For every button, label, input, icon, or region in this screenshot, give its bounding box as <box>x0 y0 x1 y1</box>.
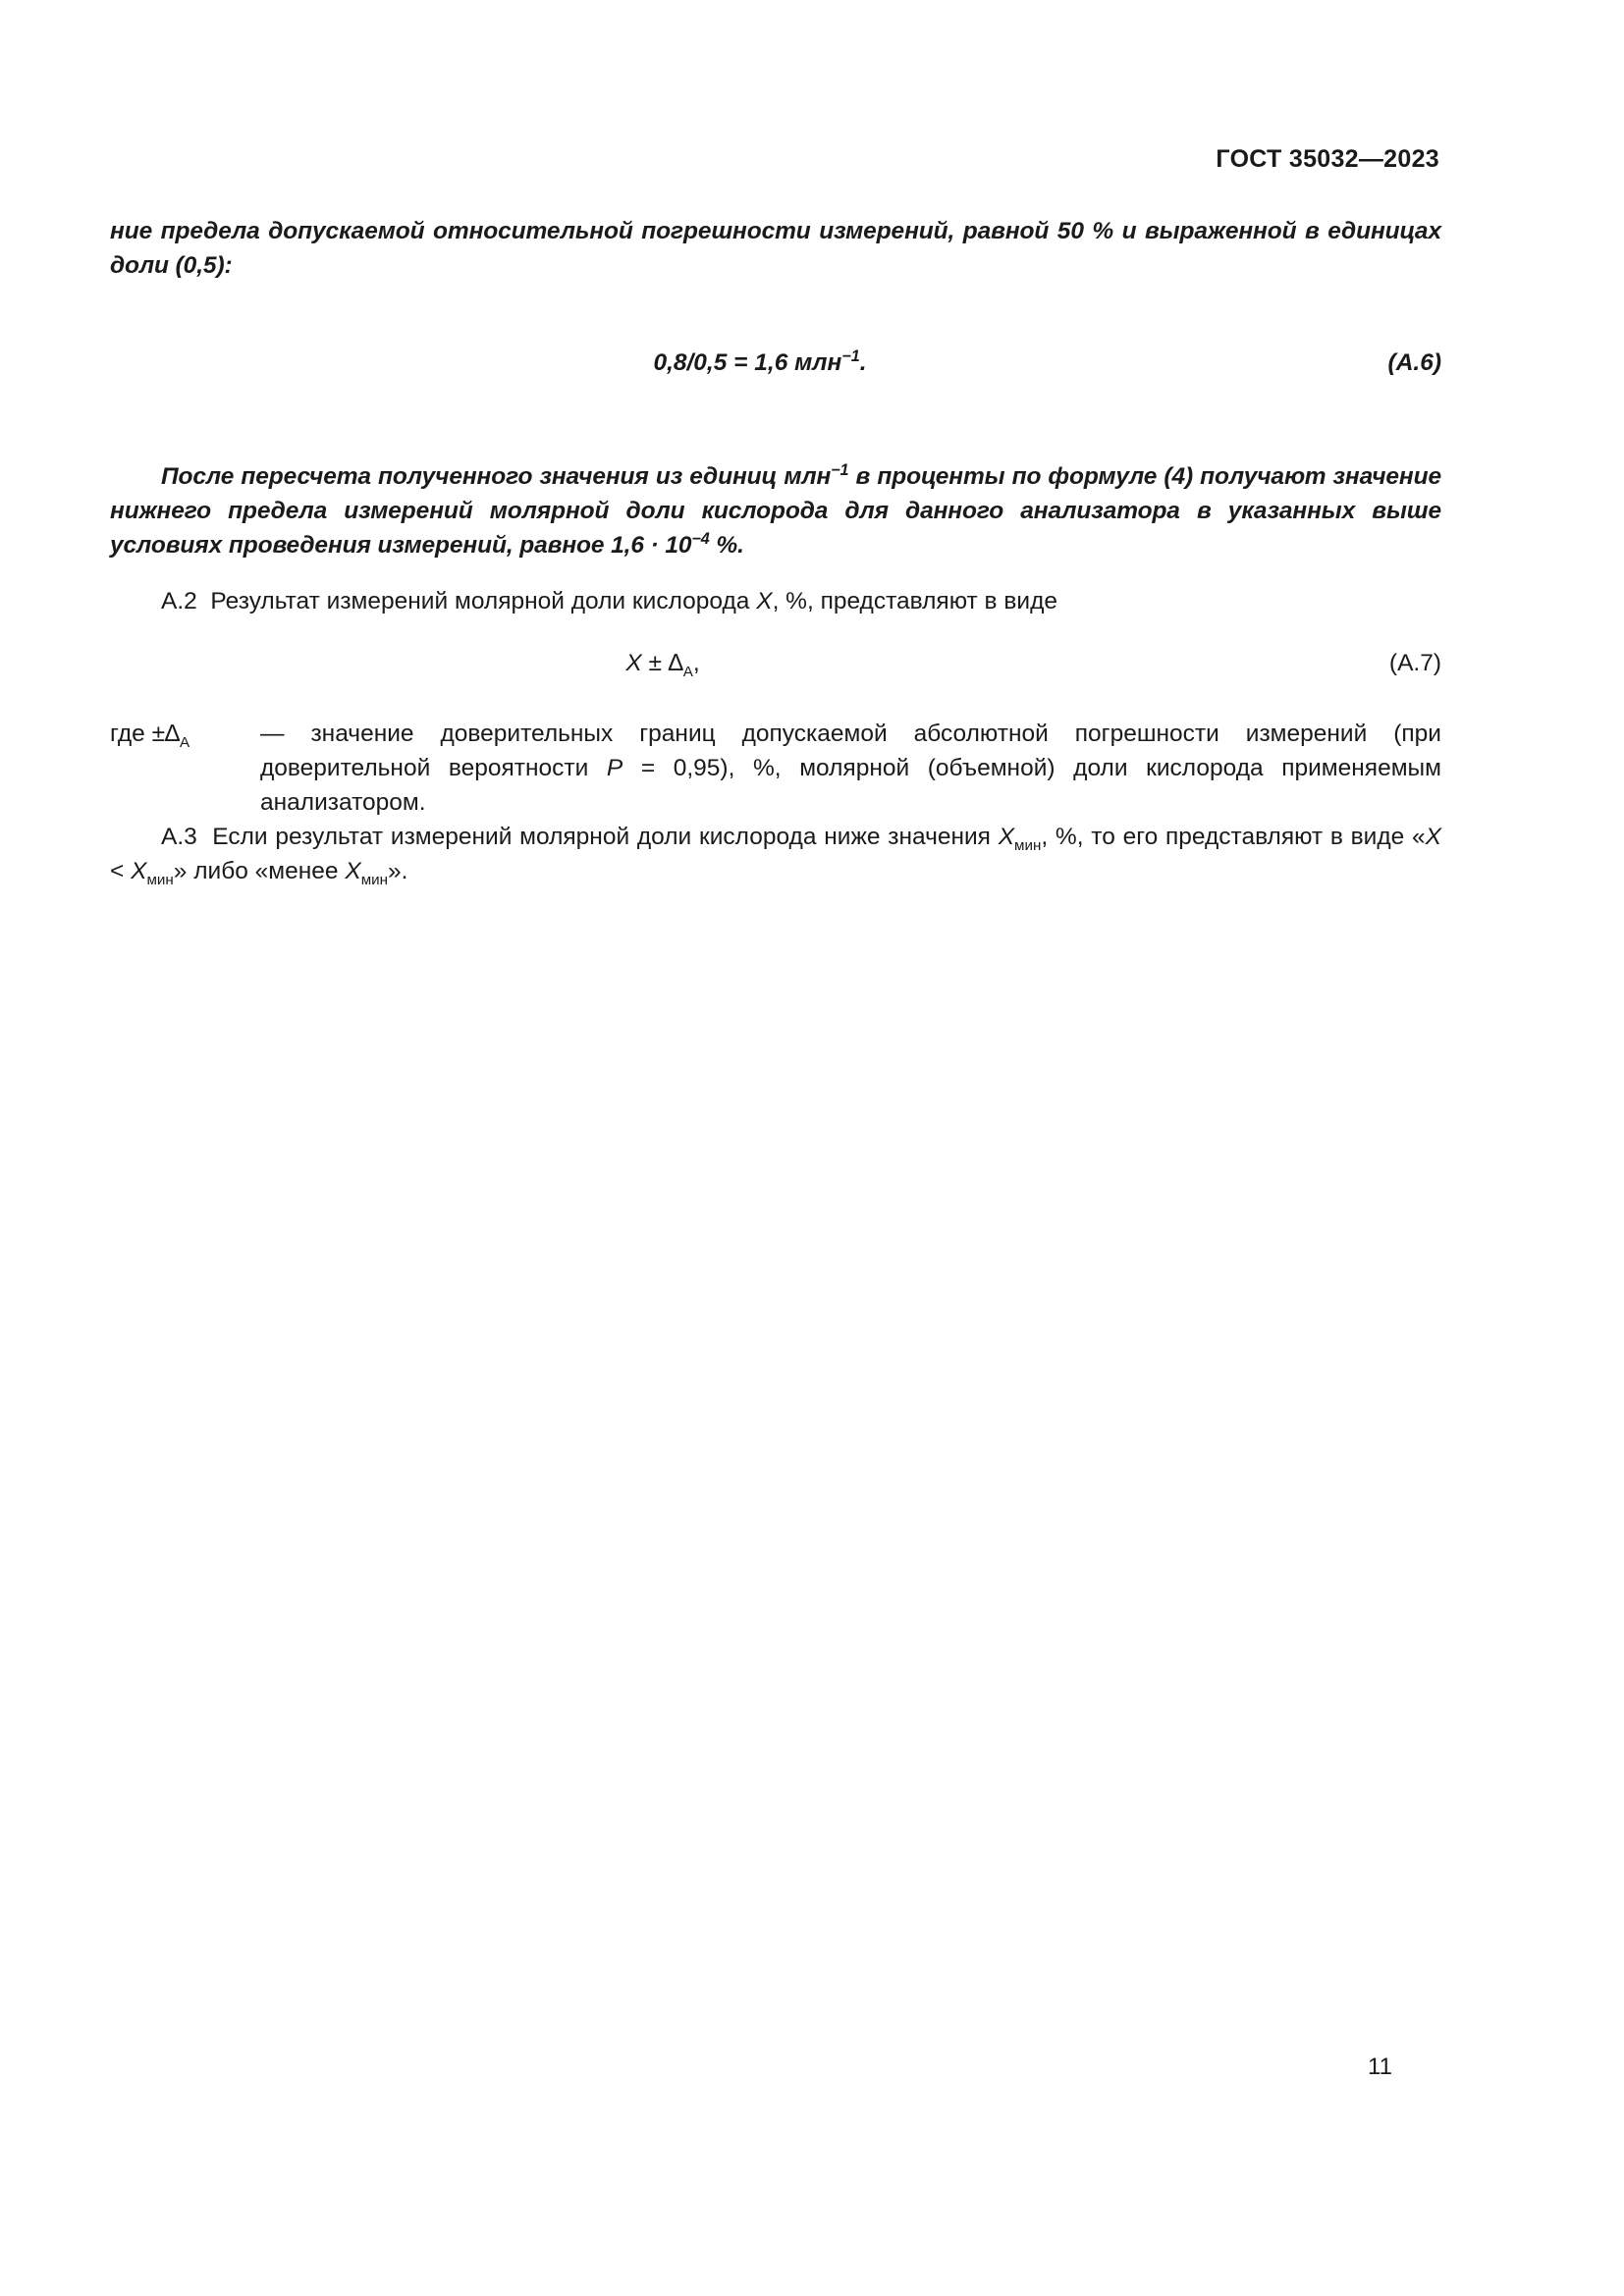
clause-a3-label: A.3 <box>161 824 197 850</box>
spacer <box>110 687 1441 717</box>
formula-a6-prefix: 0,8/0,5 = 1,6 млн <box>653 349 842 376</box>
where-term <box>110 717 189 751</box>
paragraph-recalculation-exponent-2: −4 <box>691 529 710 548</box>
clause-a2-label: A.2 <box>161 588 197 614</box>
where-term-pm: ±∆ <box>151 721 181 747</box>
clause-a3-symbol-xmin-subscript: мин <box>1014 836 1042 854</box>
clause-a3-symbol-xmin: X <box>998 824 1015 850</box>
page-content <box>110 214 1441 888</box>
clause-a3-text-part1: Если результат измерений молярной доли кислорода ниже значения <box>212 824 999 850</box>
spacer <box>110 562 1441 584</box>
formula-a7-plus-minus: ± <box>641 650 669 676</box>
clause-a3-text-part4: ». <box>388 858 408 884</box>
formula-a7-expression <box>0 650 1328 680</box>
clause-a3-symbol-xmin2: X <box>131 858 147 884</box>
formula-a7-delta-subscript: A <box>682 663 693 680</box>
spacer <box>110 387 1441 459</box>
clause-a3 <box>110 820 1441 888</box>
paragraph-recalculation-part3: %. <box>709 532 744 559</box>
clause-a3-symbol-x: X <box>1425 824 1442 850</box>
clause-a3-symbol-xmin3-subscript: мин <box>360 871 388 888</box>
formula-a7-symbol-x: X <box>625 650 642 676</box>
clause-a2-text-part1: Результат измерений молярной доли кислорода <box>210 588 757 614</box>
where-definition-part1: значение доверительных границ допускаемой абсолютной погрешности измерений (при доверительной вероятности <box>260 721 1441 781</box>
spacer <box>110 618 1441 650</box>
clause-a3-text-part2: , %, то его представляют в виде « <box>1041 824 1426 850</box>
where-lead: где <box>110 721 152 747</box>
where-definition-block <box>110 717 1441 820</box>
formula-a6-suffix: . <box>859 349 867 376</box>
where-dash: — <box>260 721 311 747</box>
clause-a3-symbol-xmin3: X <box>345 858 361 884</box>
where-term-subscript: A <box>180 733 190 751</box>
clause-a2-symbol: X <box>756 588 773 614</box>
clause-a2-text-part2: , %, представляют в виде <box>772 588 1057 614</box>
clause-a2 <box>110 584 1441 618</box>
paragraph-recalculation <box>110 459 1441 562</box>
paragraph-recalculation-part2: в проценты по формуле (4) получают значение нижнего предела измерений молярной доли кислорода для данного анализатора в указанных выше условиях проведения измерений, равное 1,6 · 10 <box>110 463 1441 559</box>
clause-a3-less-than: < <box>110 858 132 884</box>
formula-a6-exponent: −1 <box>841 347 860 365</box>
formula-a6-number: (A.6) <box>1387 349 1441 376</box>
where-definition-part2: = 0,95), %, молярной (объемной) доли кислорода применяемым анализатором. <box>260 755 1441 816</box>
paragraph-recalculation-part1: После пересчета полученного значения из единиц млн <box>161 463 832 490</box>
document-header-standard-id: ГОСТ 35032—2023 <box>1216 145 1439 173</box>
paragraph-recalculation-exponent-1: −1 <box>831 460 849 479</box>
clause-a3-text-part3: » либо «менее <box>173 858 346 884</box>
formula-a7-comma: , <box>692 650 700 676</box>
formula-a6-expression <box>94 349 1426 377</box>
clause-a3-symbol-xmin2-subscript: мин <box>146 871 174 888</box>
formula-a7-number: (A.7) <box>1388 650 1441 676</box>
formula-a7-delta: ∆ <box>668 650 683 676</box>
paragraph-continuation: ние предела допускаемой относительной погрешности измерений, равной 50 % и выраженной в единицах доли (0,5): <box>110 218 1441 279</box>
formula-row-a7 <box>110 650 1441 687</box>
where-probability-symbol: P <box>606 755 623 781</box>
where-definition-text <box>110 717 1441 820</box>
formula-row-a6 <box>110 349 1441 387</box>
page-number: 11 <box>1368 2054 1392 2080</box>
spacer <box>110 283 1441 349</box>
